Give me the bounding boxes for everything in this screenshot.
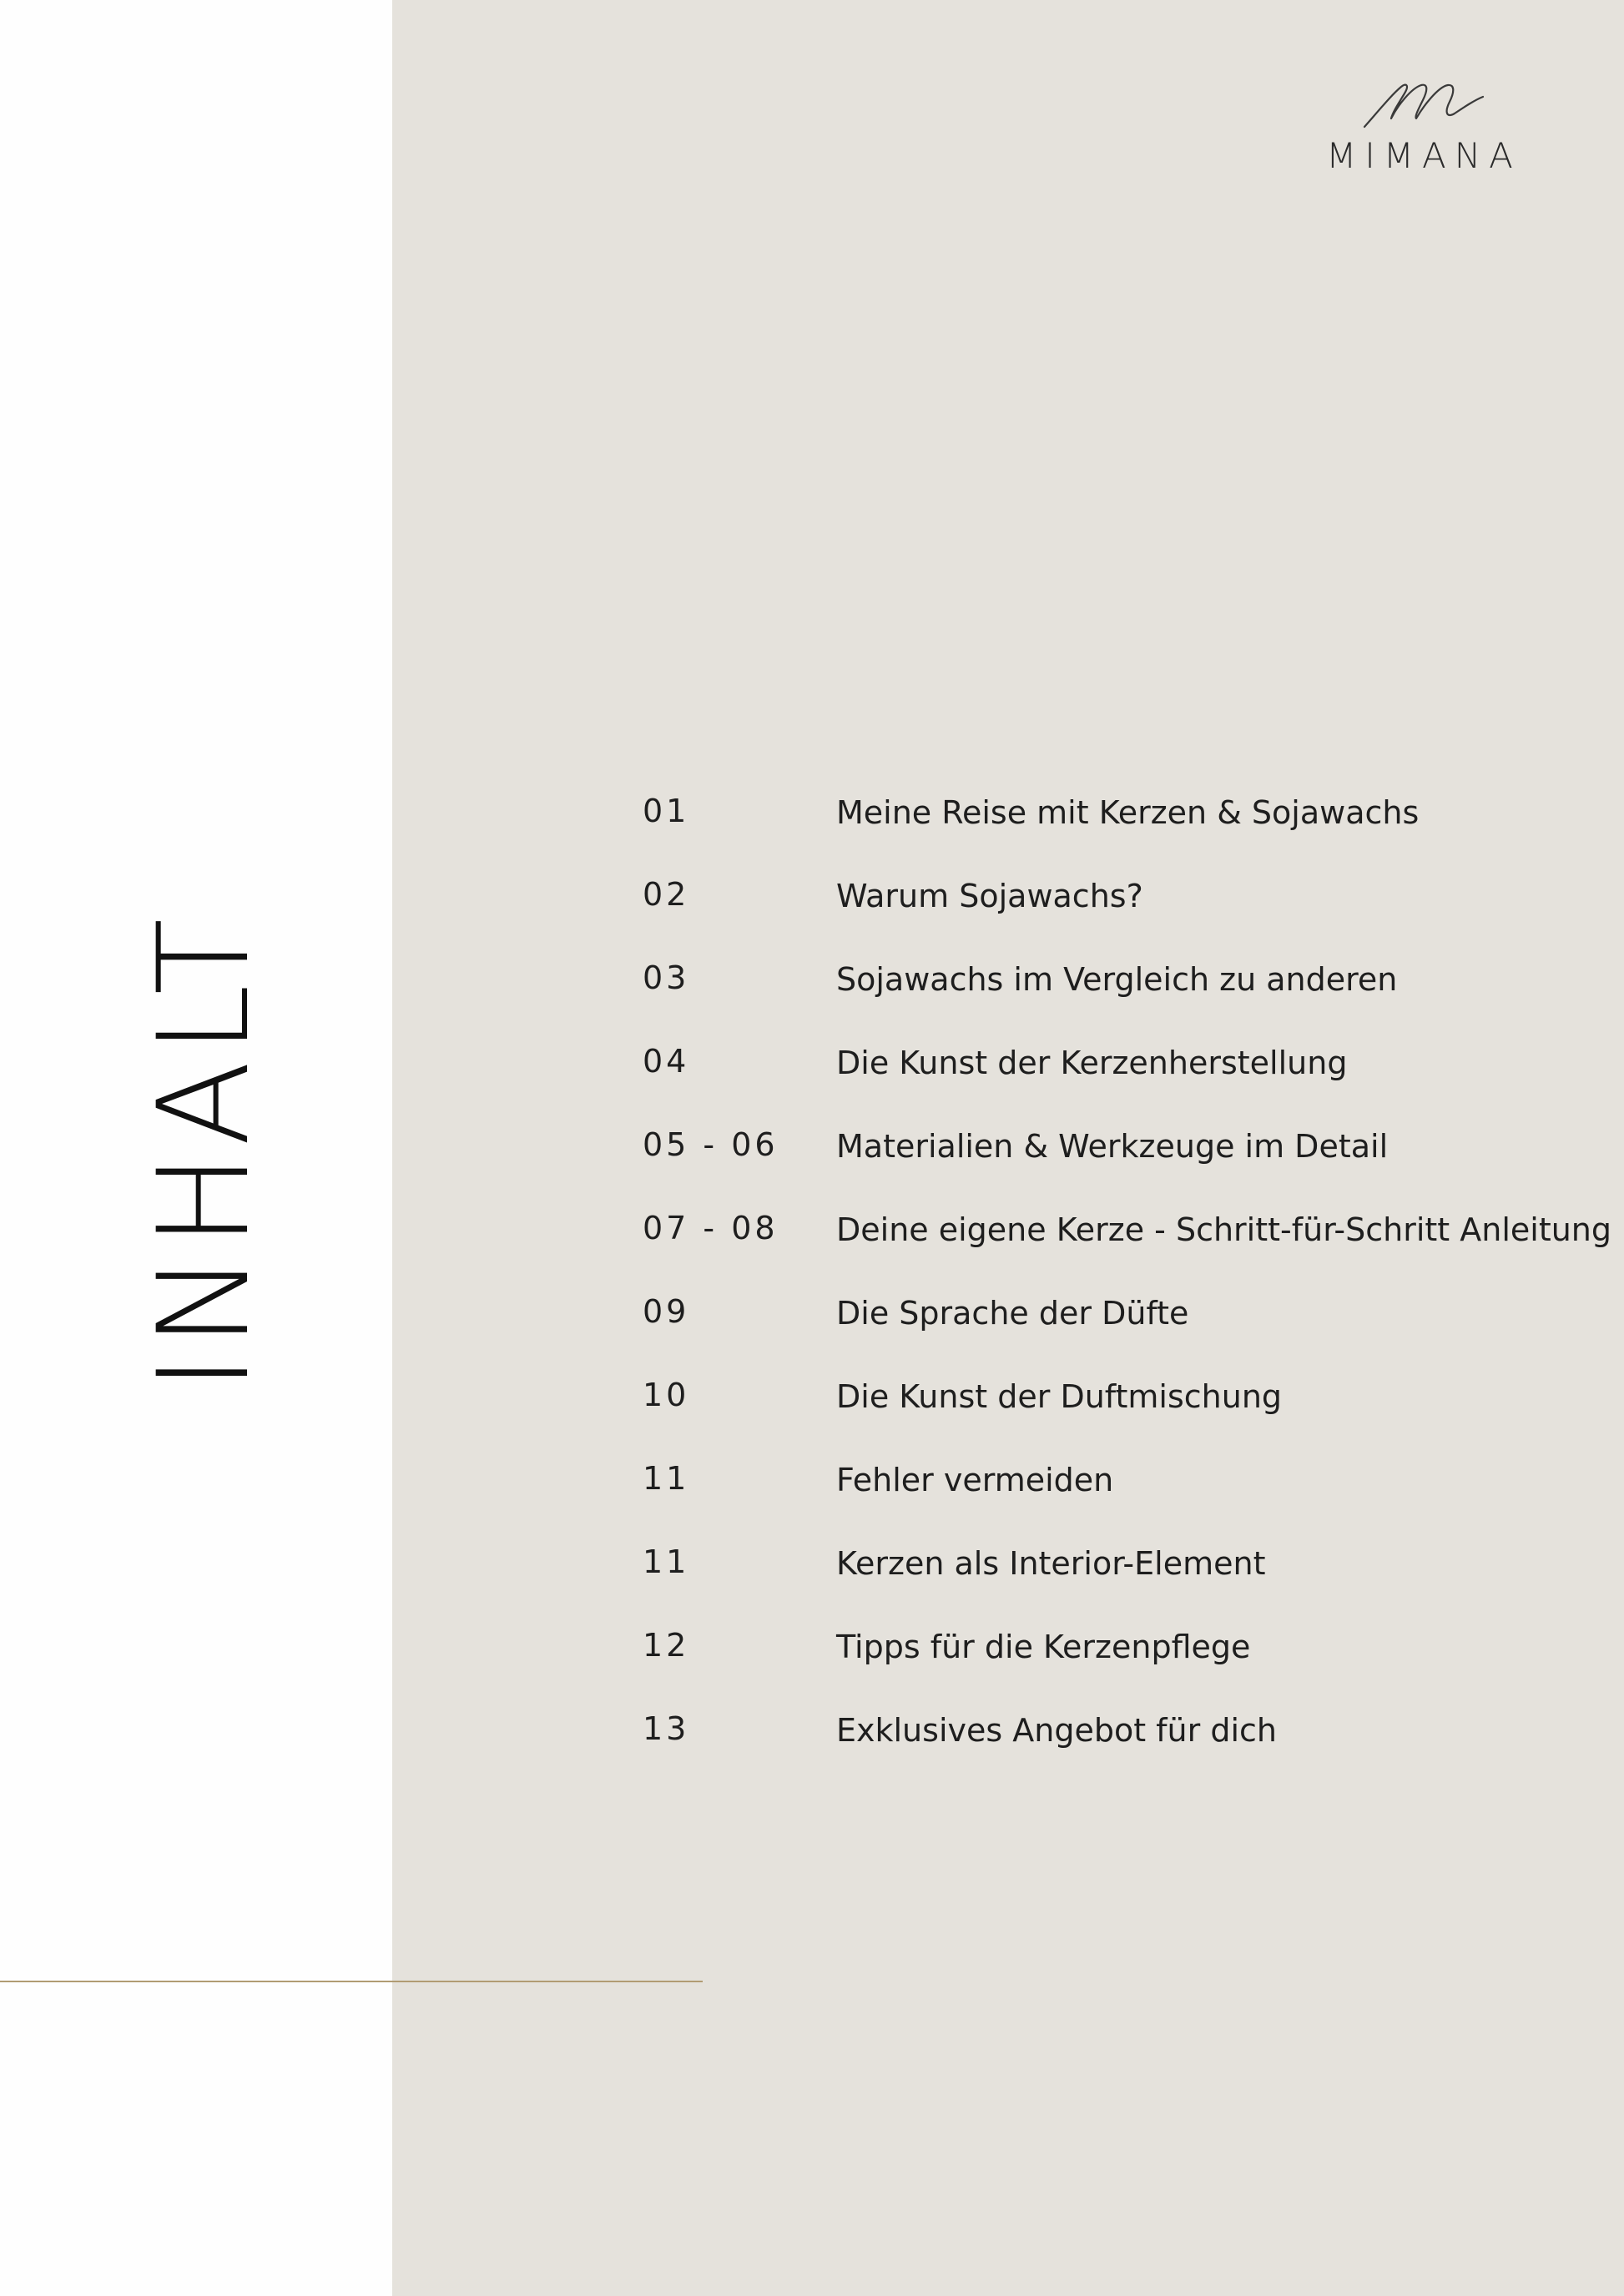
toc-chapter-title: Sojawachs im Vergleich zu anderen — [836, 961, 1398, 998]
toc-entry — [643, 793, 1602, 876]
toc-chapter-title: Fehler vermeiden — [836, 1462, 1114, 1498]
brand-logo — [1315, 67, 1532, 184]
toc-page-number: 07 - 08 — [643, 1210, 779, 1246]
brand-name: MIMANA — [1326, 135, 1521, 176]
toc-entry — [643, 876, 1602, 959]
toc-page-number: 03 — [643, 959, 690, 996]
left-panel — [0, 0, 392, 2296]
toc-entry — [643, 1210, 1612, 1293]
toc-chapter-title: Deine eigene Kerze - Schritt-für-Schritt Anleitung — [836, 1211, 1612, 1248]
toc-entry — [643, 959, 1602, 1043]
page-title-vertical: INHALT — [132, 911, 277, 1392]
toc-chapter-title: Exklusives Angebot für dich — [836, 1712, 1277, 1749]
toc-entry — [643, 1543, 1602, 1627]
toc-entry — [643, 1627, 1602, 1710]
toc-chapter-title: Tipps für die Kerzenpflege — [836, 1629, 1251, 1665]
toc-entry — [643, 1043, 1602, 1126]
toc-entry — [643, 1460, 1602, 1543]
toc-entry — [643, 1126, 1602, 1210]
toc-chapter-title: Die Kunst der Duftmischung — [836, 1378, 1283, 1415]
toc-chapter-title: Meine Reise mit Kerzen & Sojawachs — [836, 794, 1420, 831]
toc-entry — [643, 1293, 1602, 1377]
toc-page-number: 05 - 06 — [643, 1126, 779, 1163]
toc-entry — [643, 1710, 1602, 1794]
toc-chapter-title: Die Sprache der Düfte — [836, 1295, 1189, 1332]
toc-page-number: 11 — [643, 1543, 690, 1580]
toc-page-number: 12 — [643, 1627, 690, 1664]
toc-page-number: 10 — [643, 1377, 690, 1413]
toc-page-number: 13 — [643, 1710, 690, 1747]
toc-page-number: 09 — [643, 1293, 690, 1330]
toc-chapter-title: Kerzen als Interior-Element — [836, 1545, 1266, 1582]
toc-page-number: 02 — [643, 876, 690, 913]
toc-chapter-title: Materialien & Werkzeuge im Detail — [836, 1128, 1389, 1165]
toc-page-number: 11 — [643, 1460, 690, 1497]
toc-chapter-title: Warum Sojawachs? — [836, 878, 1143, 914]
accent-divider — [0, 1981, 703, 1982]
toc-page-number: 04 — [643, 1043, 690, 1080]
toc-page-number: 01 — [643, 793, 690, 829]
toc-chapter-title: Die Kunst der Kerzenherstellung — [836, 1045, 1348, 1081]
table-of-contents — [643, 793, 1612, 1794]
script-m-monogram-icon — [1361, 75, 1486, 133]
toc-entry — [643, 1377, 1602, 1460]
